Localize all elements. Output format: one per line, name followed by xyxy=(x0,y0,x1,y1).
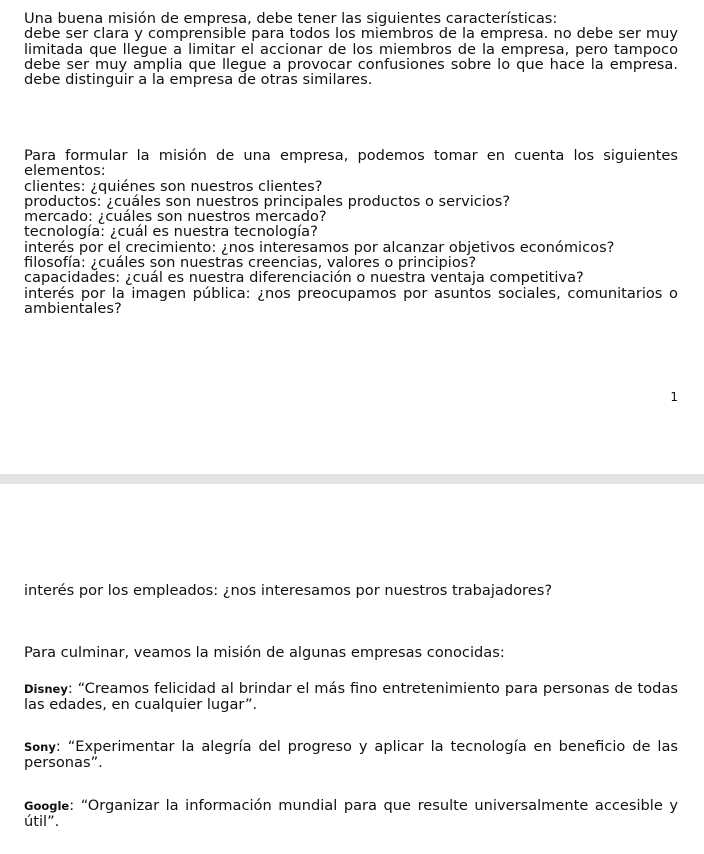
brand-name: Google xyxy=(24,799,70,813)
element-item: tecnología: ¿cuál es nuestra tecnología? xyxy=(24,223,318,241)
mission-text: : “Creamos felicidad al brindar el más fino entretenimiento para personas de todas las edades, en cualquier lugar”. xyxy=(24,680,678,714)
brand-name: Sony xyxy=(24,740,56,754)
mission-text: : “Experimentar la alegría del progreso y aplicar la tecnología en beneficio de las personas”. xyxy=(24,738,678,772)
mission-google xyxy=(24,798,678,830)
element-item: mercado: ¿cuáles son nuestros mercado? xyxy=(24,208,327,226)
element-item: clientes: ¿quiénes son nuestros clientes? xyxy=(24,177,323,195)
mission-disney xyxy=(24,681,678,713)
mission-elements-section xyxy=(24,148,678,316)
characteristics-paragraph xyxy=(24,11,678,87)
brand-name: Disney xyxy=(24,682,68,696)
element-item: interés por la imagen pública: ¿nos preocupamos por asuntos sociales, comunitarios o ambientales? xyxy=(24,284,678,317)
characteristics-intro: Una buena misión de empresa, debe tener las siguientes características: xyxy=(24,10,558,27)
page-number: 1 xyxy=(670,390,678,404)
element-item: filosofía: ¿cuáles son nuestras creencias, valores o principios? xyxy=(24,254,477,272)
mission-sony xyxy=(24,739,678,771)
employees-element: interés por los empleados: ¿nos interesamos por nuestros trabajadores? xyxy=(24,582,553,599)
element-item: interés por el crecimiento: ¿nos interesamos por alcanzar objetivos económicos? xyxy=(24,238,615,256)
element-item: capacidades: ¿cuál es nuestra diferenciación o nuestra ventaja competitiva? xyxy=(24,269,584,287)
conclusion-paragraph: Para culminar, veamos la misión de algunas empresas conocidas: xyxy=(24,644,505,661)
mission-elements-heading: Para formular la misión de una empresa, podemos tomar en cuenta los siguientes elementos: xyxy=(24,147,678,180)
page-separator xyxy=(0,474,704,484)
element-item: productos: ¿cuáles son nuestros principales productos o servicios? xyxy=(24,192,511,210)
characteristics-body: debe ser clara y comprensible para todos los miembros de la empresa. no debe ser muy limitada que llegue a limitar el accionar de los miembros de la empresa, pero tampoco debe ser muy amplia que llegue a provocar confusiones sobre lo que hace la empresa. debe distinguir a la empresa de otras similares. xyxy=(24,25,678,89)
mission-text: : “Organizar la información mundial para que resulte universalmente accesible y útil”. xyxy=(24,797,678,831)
document-page-2 xyxy=(0,484,704,854)
